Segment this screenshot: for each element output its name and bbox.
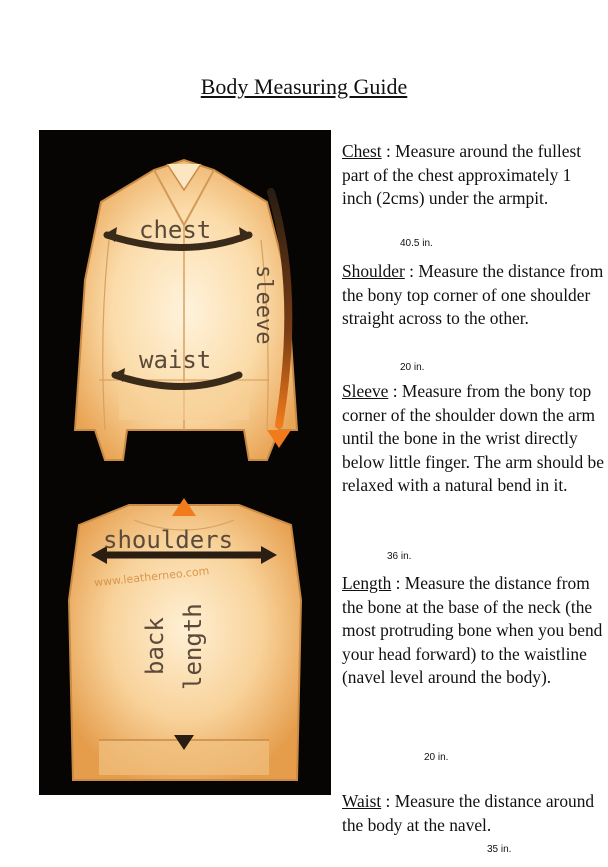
shoulder-text: : Measure the distance from the bony top corner of one shoulder straight across to the other. <box>342 261 604 329</box>
sleeve-text: : Measure from the bony top corner of the shoulder down the arm until the bone in the wrist directly below little finger. The arm should be relaxed with a natural bend in it. <box>342 381 604 496</box>
shoulders-label: shoulders <box>103 526 234 554</box>
waist-description <box>342 790 604 837</box>
length-term: Length <box>342 573 392 593</box>
watermark-text: www.leatherneo.com <box>93 564 210 590</box>
length-value: 20 in. <box>424 752 449 763</box>
sleeve-value: 36 in. <box>387 551 412 562</box>
chest-term: Chest <box>342 141 382 161</box>
chest-text: : Measure around the fullest part of the chest approximately 1 inch (2cms) under the armpit. <box>342 141 582 209</box>
shoulder-term: Shoulder <box>342 261 405 281</box>
waist-value: 35 in. <box>487 844 512 855</box>
chest-label: chest <box>139 216 212 244</box>
chest-description <box>342 140 604 211</box>
chest-value: 40.5 in. <box>400 238 433 249</box>
sleeve-label: sleeve <box>251 265 276 345</box>
sleeve-term: Sleeve <box>342 381 389 401</box>
length-text: : Measure the distance from the bone at the base of the neck (the most protruding bone when you bend your head forward) to the waistline (navel level around the body). <box>342 573 603 688</box>
waist-term: Waist <box>342 791 382 811</box>
length-label: length <box>179 603 207 690</box>
measurement-figure <box>39 130 331 795</box>
back-label: back <box>141 617 169 675</box>
page-title: Body Measuring Guide <box>200 74 408 99</box>
length-description <box>342 572 604 690</box>
waist-text: : Measure the distance around the body at the navel. <box>342 791 595 835</box>
waist-label: waist <box>139 346 212 374</box>
jacket-illustration <box>39 130 331 795</box>
sleeve-description <box>342 380 604 498</box>
shoulder-description <box>342 260 604 331</box>
shoulder-value: 20 in. <box>400 362 425 373</box>
